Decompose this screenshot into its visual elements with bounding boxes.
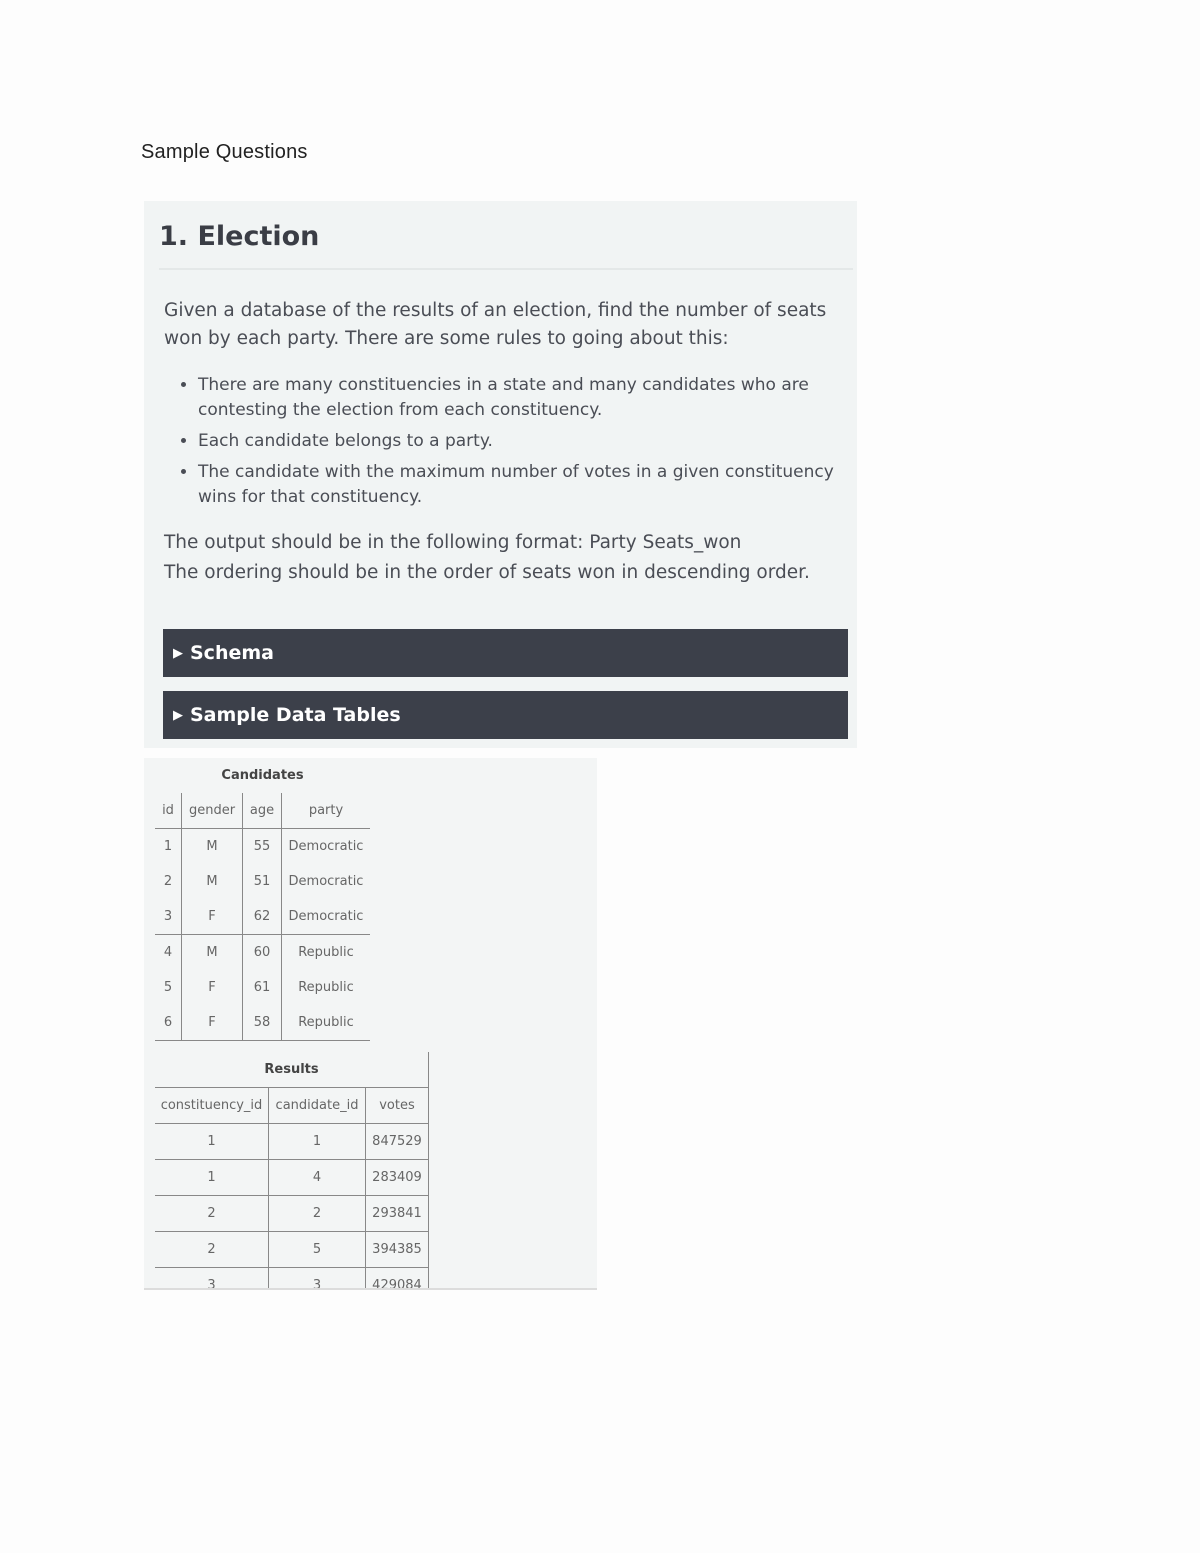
- column-header: id: [155, 793, 182, 829]
- table-row: [155, 1160, 429, 1196]
- table-cell: 2: [155, 864, 182, 899]
- candidates-caption: Candidates: [221, 768, 304, 783]
- table-cell: 4: [155, 935, 182, 971]
- rule-item: • There are many constituencies in a state and many candidates who are contesting the election from each constituency.: [198, 373, 834, 423]
- table-cell: 1: [155, 829, 182, 865]
- table-cell: 6: [155, 1005, 182, 1041]
- schema-toggle[interactable]: [163, 629, 848, 677]
- column-header: constituency_id: [155, 1088, 269, 1124]
- table-row: [155, 1268, 429, 1291]
- table-cell: 1: [269, 1124, 366, 1160]
- table-cell: F: [182, 970, 243, 1005]
- schema-label: Schema: [190, 642, 274, 664]
- table-cell: F: [182, 1005, 243, 1041]
- table-cell: Republic: [298, 945, 354, 960]
- sample-data-tables-label: Sample Data Tables: [190, 704, 401, 726]
- table-cell: 1: [155, 1124, 269, 1160]
- table-cell: 2: [155, 1232, 269, 1268]
- table-cell: Democratic: [288, 874, 364, 889]
- table-cell: 5: [269, 1232, 366, 1268]
- table-cell: M: [182, 829, 243, 865]
- table-row: [155, 970, 370, 1005]
- question-title: 1. Election: [159, 221, 320, 252]
- table-cell: Democratic: [288, 909, 364, 924]
- table-row: [155, 864, 370, 899]
- rules-list: [164, 373, 834, 510]
- triangle-right-icon: ▶: [173, 646, 183, 661]
- document-heading: Sample Questions: [141, 141, 308, 163]
- table-cell: 283409: [366, 1160, 429, 1196]
- output-format-line: The output should be in the following format: Party Seats_won: [164, 532, 742, 553]
- table-cell: 3: [155, 899, 182, 935]
- table-cell: 429084: [366, 1268, 429, 1291]
- table-cell: 293841: [366, 1196, 429, 1232]
- output-instructions: [164, 528, 834, 588]
- table-row: [155, 935, 370, 971]
- rule-item: • The candidate with the maximum number of votes in a given constituency wins for that constituency.: [198, 460, 834, 510]
- table-cell: 847529: [366, 1124, 429, 1160]
- table-cell: 3: [269, 1268, 366, 1291]
- table-cell: 3: [155, 1268, 269, 1291]
- candidates-table: [155, 758, 370, 1041]
- output-ordering-line: The ordering should be in the order of seats won in descending order.: [164, 562, 810, 583]
- question-body: [164, 297, 834, 588]
- table-cell: 2: [155, 1196, 269, 1232]
- table-cell: Republic: [298, 980, 354, 995]
- table-cell: M: [182, 935, 243, 971]
- table-cell: 51: [243, 864, 282, 899]
- column-header: party: [308, 803, 344, 818]
- triangle-right-icon: ▶: [173, 708, 183, 723]
- column-header: votes: [366, 1088, 429, 1124]
- sample-data-tables-toggle[interactable]: [163, 691, 848, 739]
- sample-tables-image: [144, 758, 597, 1290]
- table-cell: 55: [243, 829, 282, 865]
- table-cell: 1: [155, 1160, 269, 1196]
- table-cell: 5: [155, 970, 182, 1005]
- title-divider: [159, 268, 853, 270]
- rule-item: • Each candidate belongs to a party.: [198, 429, 834, 454]
- question-card: [144, 201, 857, 748]
- table-cell: 394385: [366, 1232, 429, 1268]
- table-cell: 62: [243, 899, 282, 935]
- table-cell: F: [182, 899, 243, 935]
- table-row: [155, 1232, 429, 1268]
- table-cell: 61: [243, 970, 282, 1005]
- question-intro: Given a database of the results of an election, find the number of seats won by each party. There are some rules to going about this:: [164, 300, 827, 349]
- table-cell: 58: [243, 1005, 282, 1041]
- results-table: [155, 1052, 429, 1290]
- table-cell: 60: [243, 935, 282, 971]
- table-cell: 2: [269, 1196, 366, 1232]
- table-row: [155, 1005, 370, 1041]
- table-cell: Democratic: [288, 839, 364, 854]
- results-caption: Results: [155, 1052, 429, 1088]
- table-row: [155, 899, 370, 935]
- table-row: [155, 1196, 429, 1232]
- table-row: [155, 1124, 429, 1160]
- table-row: [155, 829, 370, 865]
- table-cell: M: [182, 864, 243, 899]
- column-header: candidate_id: [269, 1088, 366, 1124]
- column-header: age: [243, 793, 282, 829]
- table-cell: 4: [269, 1160, 366, 1196]
- table-cell: Republic: [298, 1015, 354, 1030]
- column-header: gender: [182, 793, 243, 829]
